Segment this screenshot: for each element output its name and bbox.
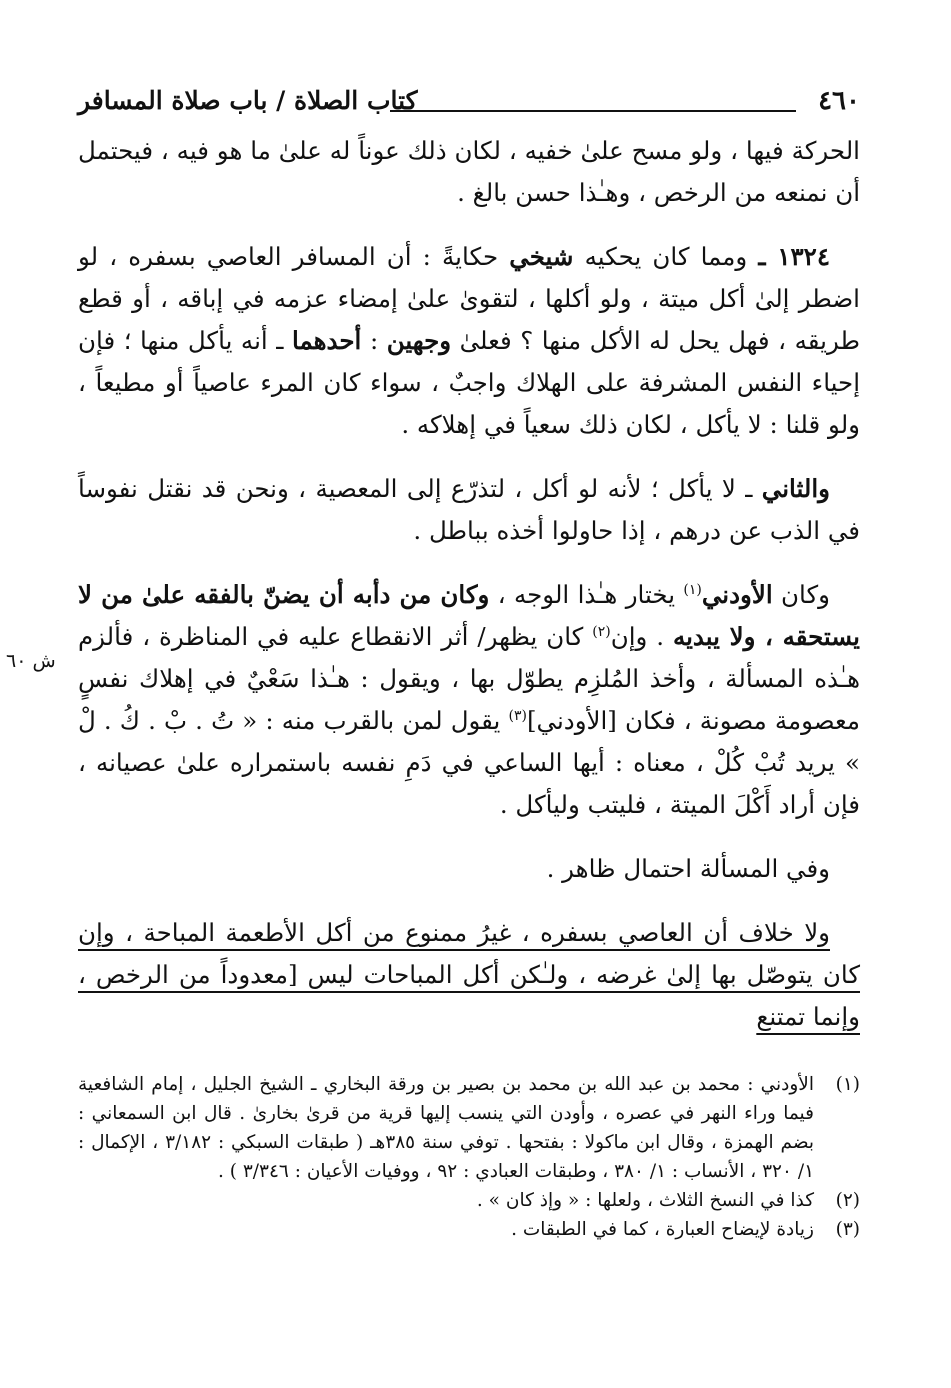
- running-title: كتاب الصلاة / باب صلاة المسافر: [78, 86, 418, 115]
- margin-note: ش ٦٠: [6, 650, 56, 672]
- page-number: ٤٦٠: [818, 86, 860, 116]
- paragraph-6: [78, 912, 860, 1038]
- footnote-text: زيادة لإيضاح العبارة ، كما في الطبقات .: [511, 1219, 814, 1240]
- p3-text: ـ لا يأكل ؛ لأنه لو أكل ، لتذرّع إلى المعصية ، ونحن قد نقتل نفوساً في الذب عن درهم ، إذا حاولوا أخذه بباطل .: [78, 474, 860, 545]
- awdani-name: الأودني: [701, 580, 773, 609]
- p1-text: الحركة فيها ، ولو مسح علىٰ خفيه ، لكان ذلك عوناً له علىٰ ما هو فيه ، فيحتمل أن نمنعه من الرخص ، وهـٰذا حسن بالغ .: [78, 136, 860, 207]
- footnote-2: [78, 1186, 860, 1215]
- p4-bold-phrase: وكان من دأبه أن يضنّ بالفقه علىٰ من لا يستحقه ، ولا يبديه: [78, 580, 860, 651]
- footnote-text: كذا في النسخ الثلاث ، ولعلها : « وإذ كان » .: [476, 1190, 814, 1211]
- footnote-1: [78, 1070, 860, 1186]
- ahaduhuma-term: أحدهما: [292, 326, 362, 355]
- footnote-number: (٣): [835, 1219, 860, 1240]
- footnote-number: (٢): [835, 1190, 860, 1211]
- footnote-3: [78, 1215, 860, 1244]
- p2-text-b: حكايةً : أن المسافر العاصي بسفره ، لو اضطر إلىٰ أكل ميتة ، ولو أكلها ، لتقوىٰ علىٰ إمضاء عزمه في إباقه ، أو قطع طريقه ، فهل يحل له الأكل منها ؟ فعلىٰ: [78, 242, 861, 355]
- p2-colon: :: [369, 326, 379, 355]
- main-text: [78, 130, 860, 1038]
- page-header: [78, 82, 860, 126]
- footnote-ref-3[interactable]: (٣): [508, 707, 527, 724]
- p4-text-d: كان يظهر/ أثر الانقطاع عليه في المناظرة ، فألزم هـٰذه المسألة ، وأخذ المُلزِم يطوّل بها ، ويقول : هـٰذا سَعْيٌ في إهلاك نفسٍ معصومة مصونة ، فكان [الأودني]: [78, 622, 860, 735]
- thani-term: والثاني: [761, 474, 830, 503]
- header-rule: [390, 110, 796, 112]
- p2-text-a: ومما كان يحكيه: [584, 242, 748, 271]
- paragraph-1: [78, 130, 860, 214]
- p5-text: وفي المسألة احتمال ظاهر .: [546, 854, 830, 883]
- footnote-ref-2[interactable]: (٢): [592, 623, 611, 640]
- footnote-text: الأودني : محمد بن عبد الله بن محمد بن بصير بن ورقة البخاري ـ الشيخ الجليل ، إمام الشافعية فيما وراء النهر في عصره ، وأودن التي ينسب إليها قرية من قرىٰ بخارىٰ . قال ابن السمعاني : بضم الهمزة ، وقال ابن ماكولا : بفتحها . توفي سنة ٣٨٥هـ ( طبقات السبكي : ٣/١٨٢ ، الإكمال : ١/ ٣٢٠ ، الأنساب : ١/ ٣٨٠ ، وطبقات العبادي : ٩٢ ، ووفيات الأعيان : ٣/٣٤٦ ) .: [78, 1074, 815, 1182]
- paragraph-2: [78, 236, 860, 446]
- p4-text-c: . وإن: [610, 622, 665, 651]
- issue-number: ١٣٢٤ ـ: [758, 242, 830, 271]
- shaykh-term: شيخي: [509, 242, 574, 271]
- footnote-ref-1[interactable]: (١): [683, 581, 702, 598]
- footnotes: [78, 1070, 860, 1244]
- p4-text-e: يقول لمن بالقرب منه : « تُ . بْ . كُ . لْ » يريد تُبْ كُلْ ، معناه : أيها الساعي في دَمِ نفسه باستمراره علىٰ عصيانه ، فإن أراد أَكْلَ الميتة ، فليتب وليأكل .: [78, 706, 860, 819]
- paragraph-3: [78, 468, 860, 552]
- p4-text-a: وكان: [781, 580, 830, 609]
- p6-text: ولا خلاف أن العاصي بسفره ، غيرُ ممنوع من أكل الأطعمة المباحة ، وإن كان يتوصّل بها إلىٰ غرضه ، ولـٰكن أكل المباحات ليس [معدوداً من الرخص ، وإنما تمتنع: [78, 918, 860, 1031]
- footnote-number: (١): [835, 1074, 860, 1095]
- paragraph-5: [78, 848, 860, 890]
- p2-text-d: ـ أنه يأكل منها ؛ فإن إحياء النفس المشرفة على الهلاك واجبٌ ، سواء كان المرء عاصياً أو مطيعاً ، ولو قلنا : لا يأكل ، لكان ذلك سعياً في إهلاكه .: [78, 326, 860, 439]
- p4-text-b: يختار هـٰذا الوجه ،: [497, 580, 676, 609]
- wajhayn-term: وجهين: [386, 326, 452, 355]
- paragraph-4: [78, 574, 860, 826]
